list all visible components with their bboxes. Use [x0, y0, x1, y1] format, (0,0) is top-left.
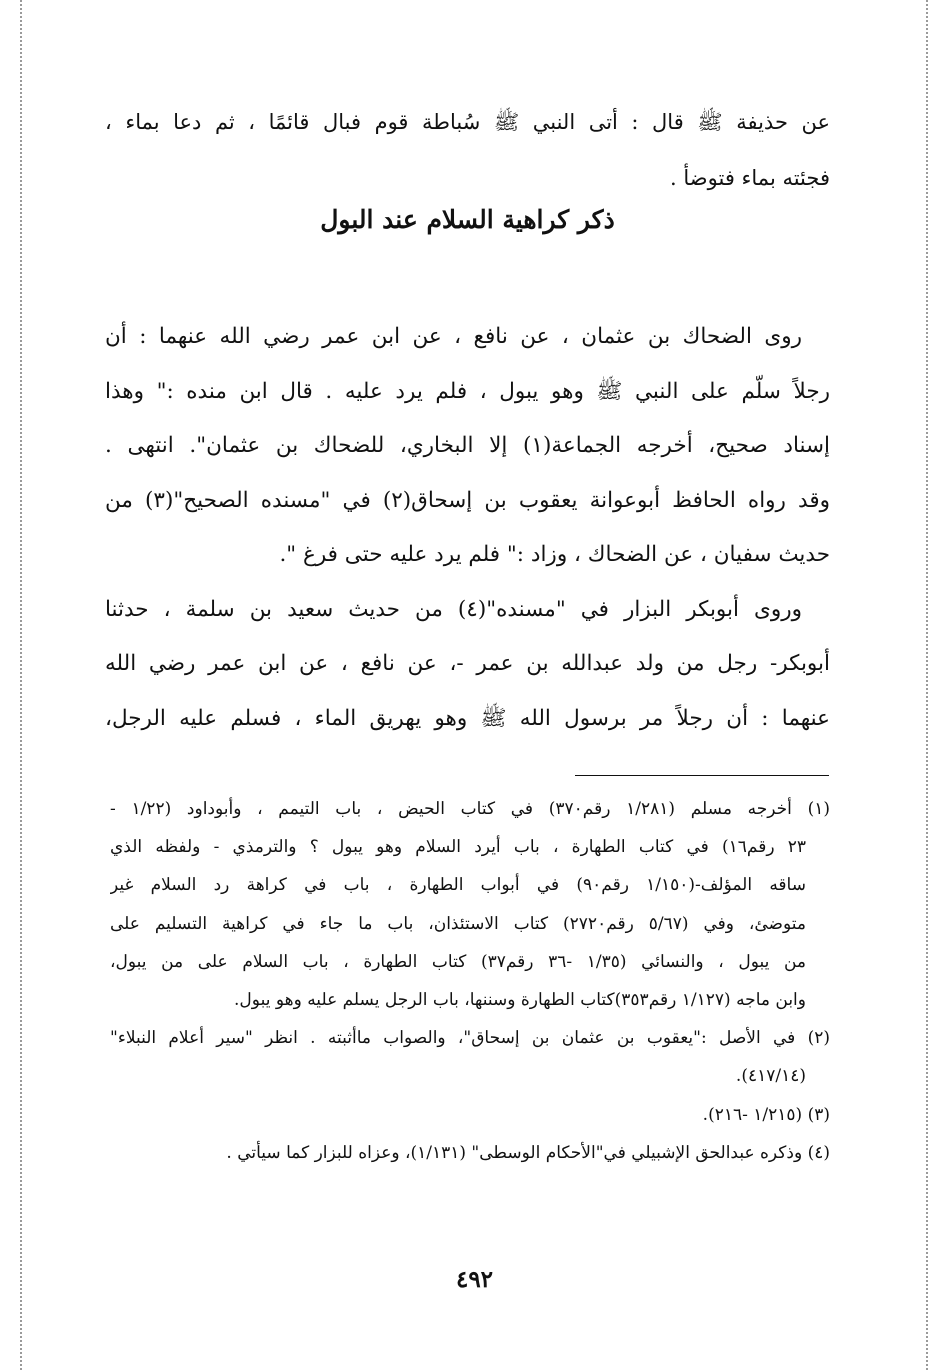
intro-paragraph [105, 94, 830, 206]
footnote-line: (٣) (١/٢١٥ -٢١٦). [702, 1104, 830, 1125]
body-line: وروى أبوبكر البزار في "مسنده"(٤) من حديث سعيد بن سلمة ، حدثنا [105, 596, 802, 622]
body-line: رجلاً سلّم على النبي ﷺ وهو يبول ، فلم يرد عليه . قال ابن منده :" وهذا [105, 378, 830, 404]
section-heading: ذكر كراهية السلام عند البول [320, 205, 615, 234]
scan-border-left [20, 0, 22, 1370]
footnote-line: (٤) وذكره عبدالحق الإشبيلي في"الأحكام الوسطى" (١/١٣١)، وعزاه للبزار كما سيأتي . [226, 1142, 830, 1163]
footnotes [110, 790, 830, 1172]
footnote-line: من يبول ، والنسائي (١/٣٥ -٣٦ رقم٣٧) كتاب الطهارة ، باب السلام على من يبول، [110, 951, 807, 972]
footnote-line: (٢) في الأصل :"يعقوب بن عثمان بن إسحاق"، والصواب ماأثبته . انظر "سير أعلام النبلاء" [110, 1028, 830, 1049]
body-line: حديث سفيان ، عن الضحاك ، وزاد :" فلم يرد عليه حتى فرغ ". [279, 542, 830, 567]
footnote-line: ٢٣ رقم١٦) في كتاب الطهارة ، باب أيرد السلام وهو يبول ؟ والترمذي - ولفظه الذي [110, 837, 806, 858]
body-line: عنهما : أن رجلاً مر برسول الله ﷺ وهو يهريق الماء ، فسلم عليه الرجل، [105, 705, 830, 731]
footnote-line: ساقه المؤلف-(١/١٥٠ رقم٩٠) في أبواب الطهارة ، باب في كراهة رد السلام غير [110, 875, 806, 896]
intro-line: فجئته بماء فتوضأ . [670, 166, 830, 190]
footnote-line: وابن ماجه (١/١٢٧ رقم٣٥٣)كتاب الطهارة وسننها، باب الرجل يسلم عليه وهو يبول. [234, 989, 806, 1010]
body-line: إسناد صحيح، أخرجه الجماعة(١) إلا البخاري، للضحاك بن عثمان". انتهى . [105, 433, 830, 458]
body-text [105, 310, 830, 746]
scan-border-right [926, 0, 928, 1370]
body-line: وقد رواه الحافظ أبوعوانة يعقوب بن إسحاق(٢) في "مسنده الصحيح"(٣) من [105, 487, 830, 513]
footnote-line: (٤١٧/١٤). [735, 1066, 806, 1087]
body-line: أبوبكر- رجل من ولد عبدالله بن عمر -، عن نافع ، عن ابن عمر رضي الله [105, 651, 830, 676]
page-number: ٤٩٢ [455, 1266, 494, 1293]
footnote-line: متوضئ، وفي (٥/٦٧ رقم٢٧٢٠) كتاب الاستئذان، باب ما جاء في كراهية التسليم على [110, 913, 806, 934]
body-line: روى الضحاك بن عثمان ، عن نافع ، عن ابن عمر رضي الله عنهما : أن [105, 324, 802, 349]
intro-line: عن حذيفة ﷺ قال : أتى النبي ﷺ سُباطة قوم فبال قائمًا ، ثم دعا بماء ، [105, 110, 830, 134]
footnote-line: (١) أخرجه مسلم (١/٢٨١ رقم٣٧٠) في كتاب الحيض ، باب التيمم ، وأبوداود (١/٢٢ - [110, 799, 830, 819]
footnote-divider [575, 775, 829, 776]
